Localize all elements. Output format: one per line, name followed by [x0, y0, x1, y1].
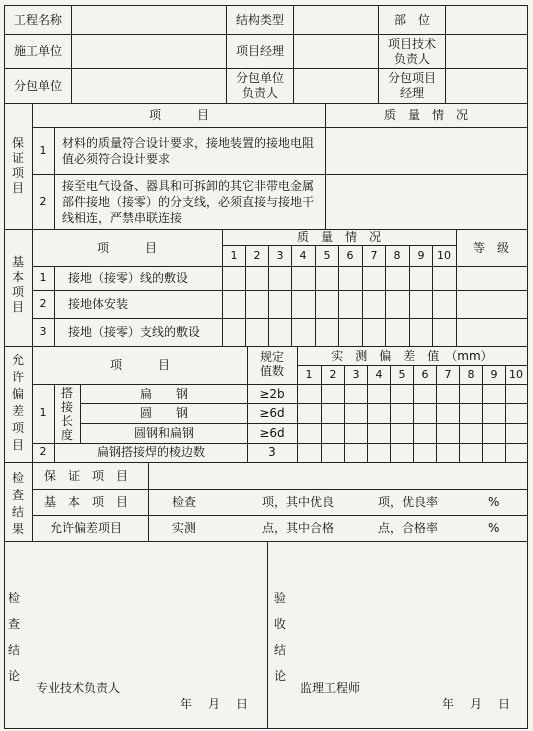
- tolerance-col-8: 8: [467, 368, 475, 381]
- subcontractor-label: 分包单位: [13, 79, 63, 93]
- tolerance-col-4: 4: [375, 368, 383, 381]
- guarantee-item-2-text: 接至电气设备、器具和可拆卸的其它非带电金属部件接地（接零）的分支线，必须直接与接地干线相连，严禁串联连接: [62, 179, 315, 225]
- inspection-date-month: 月: [208, 697, 221, 711]
- structure-type-field[interactable]: [295, 7, 377, 33]
- tolerance-section-label: 允许偏差项目: [11, 353, 24, 452]
- subcontract-lead-label: 分包单位负责人: [235, 71, 284, 100]
- project-tech-lead-field[interactable]: [447, 36, 526, 67]
- results-tolerance-rate: 点，合格率: [378, 521, 439, 535]
- tolerance-row-round-flat: 圆钢和扁钢: [133, 426, 195, 440]
- tolerance-row-round-flat-value: ≥6d: [259, 426, 285, 440]
- tolerance-row-flat-steel: 扁 钢: [139, 387, 189, 401]
- basic-col-1: 1: [230, 249, 238, 262]
- basic-item-2-no: 2: [39, 297, 47, 310]
- tolerance-item-1-no: 1: [39, 406, 47, 419]
- inspection-date-day: 日: [236, 697, 249, 711]
- subcontractor-field[interactable]: [73, 70, 224, 102]
- basic-grade-header: 等 级: [472, 241, 510, 255]
- acceptance-date-year: 年: [442, 697, 455, 711]
- tolerance-item-header: 项 目: [109, 358, 171, 372]
- basic-item-header: 项 目: [96, 241, 158, 255]
- tolerance-col-7: 7: [444, 368, 452, 381]
- basic-col-9: 9: [417, 249, 425, 262]
- results-basic-label: 基 本 项 目: [43, 495, 129, 509]
- basic-section-label: 基本项目: [11, 255, 24, 314]
- basic-item-3-text: 接地（接零）支线的敷设: [68, 325, 201, 339]
- tolerance-item-2-value: 3: [268, 445, 276, 459]
- basic-col-10: 10: [437, 249, 451, 262]
- guarantee-item-header: 项 目: [148, 108, 210, 122]
- results-tolerance-measure: 实测: [172, 521, 197, 535]
- project-name-field[interactable]: [73, 7, 224, 33]
- tolerance-col-10: 10: [509, 368, 523, 381]
- basic-item-3-no: 3: [39, 325, 47, 338]
- results-guarantee-field[interactable]: [150, 464, 526, 488]
- construction-unit-field[interactable]: [73, 36, 224, 67]
- tolerance-row-round-steel: 圆 钢: [139, 406, 189, 420]
- guarantee-section-label: 保证项目: [11, 136, 24, 195]
- acceptance-date-day: 日: [498, 697, 511, 711]
- basic-col-4: 4: [299, 249, 307, 262]
- subcontract-manager-field[interactable]: [447, 70, 526, 102]
- project-manager-field[interactable]: [295, 36, 377, 67]
- tolerance-col-9: 9: [490, 368, 498, 381]
- basic-item-2-text: 接地体安装: [68, 297, 129, 311]
- basic-col-2: 2: [253, 249, 261, 262]
- part-label: 部 位: [393, 13, 431, 27]
- acceptance-conclusion-label: 验收结论: [273, 591, 286, 683]
- inspection-date-year: 年: [180, 697, 193, 711]
- guarantee-quality-header: 质 量 情 况: [383, 108, 469, 122]
- subcontract-lead-field[interactable]: [295, 70, 377, 102]
- basic-col-7: 7: [370, 249, 378, 262]
- results-tolerance-label: 允许偏差项目: [49, 521, 123, 535]
- tolerance-spec-header: 规定值数: [259, 350, 284, 378]
- tolerance-row-round-steel-value: ≥6d: [259, 406, 285, 420]
- project-manager-label: 项目经理: [235, 44, 285, 58]
- tolerance-col-5: 5: [398, 368, 406, 381]
- guarantee-item-2-quality-field[interactable]: [327, 176, 526, 228]
- part-field[interactable]: [447, 7, 526, 33]
- tolerance-col-2: 2: [329, 368, 337, 381]
- tolerance-col-1: 1: [305, 368, 313, 381]
- results-guarantee-label: 保 证 项 目: [43, 469, 129, 483]
- acceptance-date-month: 月: [470, 697, 483, 711]
- guarantee-item-1-text: 材料的质量符合设计要求，接地装置的接地电阻值必须符合设计要求: [62, 136, 315, 166]
- basic-quality-header: 质 量 情 况: [296, 230, 382, 244]
- inspection-conclusion-label: 检查结论: [7, 591, 20, 683]
- basic-col-3: 3: [276, 249, 284, 262]
- guarantee-item-1-no: 1: [39, 144, 47, 157]
- tolerance-col-6: 6: [421, 368, 429, 381]
- basic-item-1-no: 1: [39, 271, 47, 284]
- results-basic-percent: %: [488, 495, 500, 509]
- structure-type-label: 结构类型: [235, 13, 285, 27]
- construction-unit-label: 施工单位: [13, 44, 63, 58]
- tolerance-col-3: 3: [352, 368, 360, 381]
- subcontract-manager-label: 分包项目经理: [387, 71, 436, 100]
- project-tech-lead-label: 项目技术负责人: [387, 37, 436, 66]
- tolerance-deviation-header: 实 测 偏 差 值 （mm）: [331, 349, 493, 363]
- tolerance-item-2-no: 2: [39, 445, 47, 458]
- results-tolerance-pass: 点，其中合格: [262, 521, 335, 535]
- guarantee-item-1-quality-field[interactable]: [327, 129, 526, 173]
- tolerance-item-1-group: 搭接长度: [60, 386, 73, 442]
- project-name-label: 工程名称: [13, 13, 63, 27]
- basic-col-8: 8: [393, 249, 401, 262]
- results-basic-excellent: 项，其中优良: [262, 495, 335, 509]
- results-basic-rate: 项，优良率: [378, 495, 439, 509]
- results-basic-check: 检查: [172, 495, 197, 509]
- guarantee-item-2-no: 2: [39, 195, 47, 208]
- results-section-label: 检查结果: [11, 471, 24, 536]
- inspection-tech-lead-label: 专业技术负责人: [36, 681, 121, 695]
- basic-col-5: 5: [323, 249, 331, 262]
- tolerance-row-flat-steel-value: ≥2b: [259, 387, 285, 401]
- basic-col-6: 6: [346, 249, 354, 262]
- results-tolerance-percent: %: [488, 521, 500, 535]
- tolerance-item-2-name: 扁钢搭接焊的棱边数: [96, 445, 206, 459]
- basic-item-1-text: 接地（接零）线的敷设: [68, 271, 189, 285]
- acceptance-supervisor-label: 监理工程师: [300, 681, 361, 695]
